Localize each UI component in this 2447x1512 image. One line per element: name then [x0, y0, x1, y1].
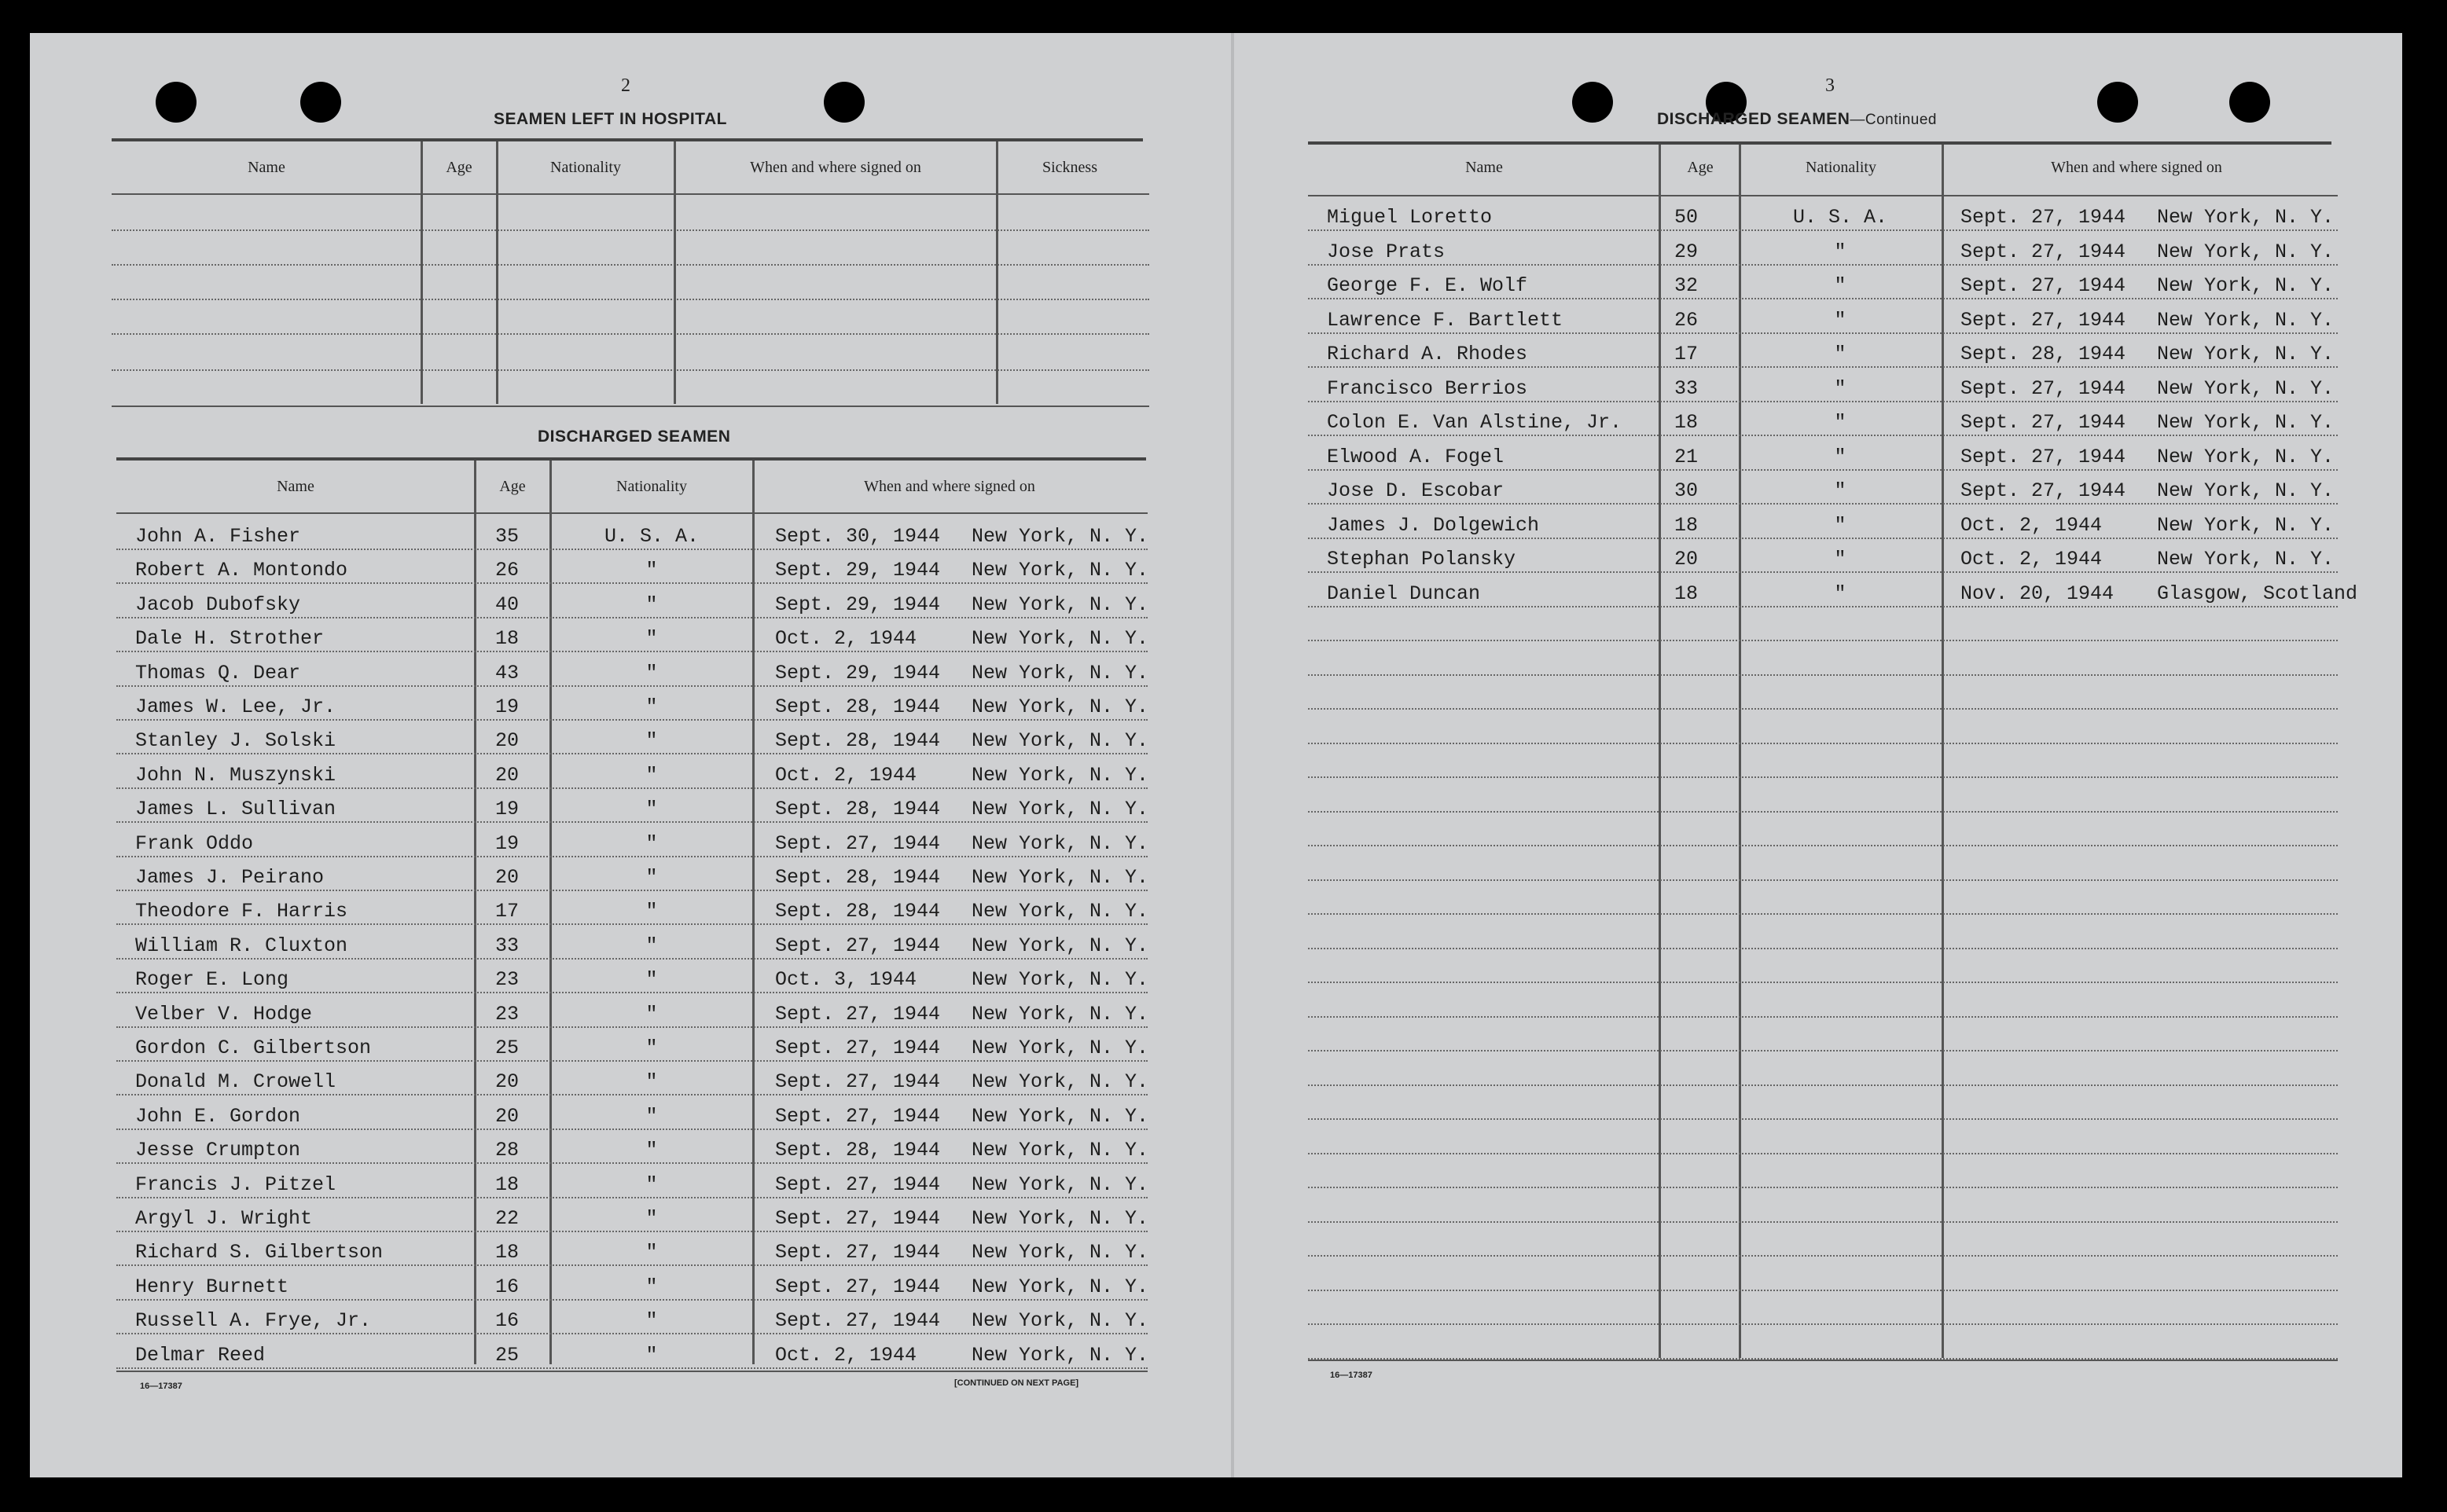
- table-rule: [116, 1371, 1148, 1372]
- discharged-top-rule: [116, 457, 1146, 461]
- seaman-nationality: ": [645, 559, 658, 582]
- table-rule: [1308, 913, 2338, 915]
- seaman-nationality: ": [1834, 343, 1846, 365]
- table-rule: [1308, 674, 2338, 676]
- table-rule: [116, 549, 1148, 550]
- punch-hole: [156, 82, 197, 123]
- seaman-name: Velber V. Hodge: [135, 1002, 313, 1026]
- table-rule: [116, 753, 1148, 754]
- hospital-col-sickness: Sickness: [1042, 159, 1097, 176]
- signed-on-date: Sept. 27, 1944: [775, 1070, 941, 1094]
- signed-on-place: New York, N. Y.: [972, 525, 1149, 548]
- signed-on-date: Sept. 27, 1944: [775, 1002, 941, 1026]
- table-rule: [112, 369, 1149, 371]
- table-rule: [1308, 640, 2338, 641]
- signed-on-date: Sept. 27, 1944: [1960, 479, 2126, 502]
- signed-on-date: Sept. 27, 1944: [1960, 376, 2126, 400]
- table-rule: [1308, 1050, 2338, 1051]
- table-rule: [116, 1060, 1148, 1062]
- seaman-name: Miguel Loretto: [1327, 206, 1493, 229]
- seaman-name: Russell A. Frye, Jr.: [135, 1309, 372, 1333]
- seaman-name: Gordon C. Gilbertson: [135, 1037, 372, 1059]
- signed-on-date: Sept. 27, 1944: [1960, 445, 2126, 468]
- seaman-nationality: ": [645, 798, 658, 821]
- seaman-name: George F. E. Wolf: [1327, 274, 1528, 297]
- signed-on-place: New York, N. Y.: [2157, 343, 2335, 365]
- table-rule: [1308, 469, 2338, 471]
- seaman-age: 35: [495, 525, 520, 548]
- seaman-name: John E. Gordon: [135, 1104, 301, 1128]
- signed-on-date: Sept. 28, 1944: [775, 798, 941, 821]
- seaman-age: 18: [1674, 582, 1699, 605]
- seaman-name: Donald M. Crowell: [135, 1070, 336, 1094]
- seaman-age: 25: [495, 1343, 520, 1367]
- table-rule: [116, 1231, 1148, 1232]
- table-rule: [1308, 776, 2338, 778]
- signed-on-place: New York, N. Y.: [972, 900, 1149, 923]
- table-rule: [1308, 845, 2338, 846]
- seaman-nationality: ": [645, 1207, 658, 1230]
- table-rule: [116, 1197, 1148, 1198]
- signed-on-date: Sept. 29, 1944: [775, 593, 941, 616]
- table-rule: [1308, 708, 2338, 710]
- seaman-name: Elwood A. Fogel: [1327, 445, 1505, 468]
- signed-on-date: Sept. 28, 1944: [775, 729, 941, 753]
- seaman-age: 17: [1674, 343, 1699, 365]
- punch-hole: [2229, 82, 2270, 123]
- discharged-continued-col-signed-on: When and where signed on: [2051, 159, 2222, 176]
- seaman-name: Stanley J. Solski: [135, 729, 336, 753]
- seaman-age: 21: [1674, 445, 1699, 468]
- seaman-age: 19: [495, 695, 520, 718]
- table-rule: [116, 787, 1148, 789]
- seaman-name: Roger E. Long: [135, 968, 289, 992]
- seaman-name: Frank Oddo: [135, 831, 254, 855]
- signed-on-date: Sept. 27, 1944: [1960, 411, 2126, 434]
- signed-on-place: New York, N. Y.: [972, 695, 1149, 718]
- discharged-continued-col-nationality: Nationality: [1806, 159, 1876, 176]
- table-column-rule: [1942, 145, 1944, 1358]
- seaman-name: James J. Dolgewich: [1327, 513, 1540, 537]
- seaman-name: Francisco Berrios: [1327, 376, 1528, 400]
- seaman-age: 26: [1674, 308, 1699, 332]
- signed-on-date: Oct. 2, 1944: [1960, 513, 2103, 537]
- seaman-age: 20: [495, 763, 520, 787]
- seaman-name: Lawrence F. Bartlett: [1327, 308, 1563, 332]
- punch-hole: [824, 82, 865, 123]
- signed-on-place: New York, N. Y.: [972, 1104, 1149, 1128]
- seaman-name: Thomas Q. Dear: [135, 661, 301, 684]
- seaman-age: 18: [1674, 411, 1699, 434]
- seaman-age: 20: [495, 866, 520, 889]
- discharged-continued-top-rule: [1308, 141, 2331, 145]
- table-rule: [112, 264, 1149, 266]
- seaman-nationality: U. S. A.: [1792, 206, 1888, 229]
- table-rule: [1308, 571, 2338, 573]
- signed-on-place: New York, N. Y.: [972, 1070, 1149, 1094]
- table-column-rule: [474, 461, 476, 1364]
- seaman-name: Jacob Dubofsky: [135, 593, 301, 616]
- seaman-name: Richard A. Rhodes: [1327, 343, 1528, 365]
- discharged-col-nationality: Nationality: [616, 478, 687, 495]
- seaman-age: 20: [495, 1070, 520, 1094]
- page-number: 2: [621, 75, 630, 96]
- seaman-nationality: ": [645, 1241, 658, 1264]
- table-rule: [1308, 1221, 2338, 1223]
- table-rule: [116, 992, 1148, 993]
- seaman-age: 19: [495, 798, 520, 821]
- signed-on-date: Sept. 27, 1944: [1960, 240, 2126, 263]
- seaman-nationality: ": [1834, 479, 1846, 502]
- seaman-nationality: ": [1834, 548, 1846, 571]
- signed-on-place: New York, N. Y.: [2157, 479, 2335, 502]
- discharged-continued-title-main: DISCHARGED SEAMEN: [1657, 110, 1850, 128]
- punch-hole: [2097, 82, 2138, 123]
- signed-on-date: Sept. 27, 1944: [775, 1207, 941, 1230]
- signed-on-place: New York, N. Y.: [2157, 274, 2335, 297]
- page-fold: [1231, 33, 1234, 1477]
- table-rule: [116, 512, 1148, 514]
- signed-on-place: New York, N. Y.: [972, 1241, 1149, 1264]
- signed-on-date: Nov. 20, 1944: [1960, 582, 2114, 605]
- seaman-age: 22: [495, 1207, 520, 1230]
- signed-on-date: Sept. 30, 1944: [775, 525, 941, 548]
- signed-on-date: Sept. 27, 1944: [1960, 274, 2126, 297]
- seaman-name: John A. Fisher: [135, 525, 301, 548]
- discharged-col-age: Age: [499, 478, 526, 495]
- seaman-age: 18: [495, 1173, 520, 1196]
- seaman-nationality: ": [645, 695, 658, 718]
- signed-on-date: Sept. 27, 1944: [775, 1037, 941, 1059]
- discharged-continued-title: [1657, 110, 1937, 129]
- signed-on-date: Sept. 27, 1944: [1960, 206, 2126, 229]
- seaman-nationality: ": [645, 1002, 658, 1026]
- table-rule: [1308, 1153, 2338, 1154]
- signed-on-place: New York, N. Y.: [2157, 445, 2335, 468]
- seaman-nationality: ": [1834, 411, 1846, 434]
- discharged-title: DISCHARGED SEAMEN: [538, 428, 731, 446]
- table-rule: [1308, 401, 2338, 402]
- table-rule: [112, 193, 1149, 195]
- signed-on-date: Oct. 3, 1944: [775, 968, 917, 992]
- seaman-nationality: ": [645, 900, 658, 923]
- seaman-age: 18: [1674, 513, 1699, 537]
- seaman-age: 32: [1674, 274, 1699, 297]
- signed-on-place: New York, N. Y.: [972, 763, 1149, 787]
- table-rule: [116, 617, 1148, 618]
- table-rule: [116, 651, 1148, 652]
- table-rule: [116, 856, 1148, 857]
- table-rule: [116, 1264, 1148, 1266]
- seaman-nationality: ": [645, 1309, 658, 1333]
- signed-on-place: New York, N. Y.: [972, 1173, 1149, 1196]
- signed-on-place: New York, N. Y.: [972, 866, 1149, 889]
- seaman-age: 18: [495, 627, 520, 651]
- seaman-nationality: ": [1834, 274, 1846, 297]
- seaman-age: 28: [495, 1139, 520, 1162]
- signed-on-date: Sept. 28, 1944: [775, 1139, 941, 1162]
- table-rule: [116, 1128, 1148, 1130]
- seaman-nationality: ": [645, 729, 658, 753]
- signed-on-place: New York, N. Y.: [2157, 513, 2335, 537]
- signed-on-place: New York, N. Y.: [972, 593, 1149, 616]
- seaman-nationality: ": [645, 1104, 658, 1128]
- seaman-name: Stephan Polansky: [1327, 548, 1516, 571]
- table-rule: [1308, 298, 2338, 299]
- seaman-age: 17: [495, 900, 520, 923]
- seaman-name: Delmar Reed: [135, 1343, 266, 1367]
- signed-on-place: New York, N. Y.: [2157, 548, 2335, 571]
- seaman-nationality: ": [1834, 445, 1846, 468]
- seaman-nationality: ": [1834, 240, 1846, 263]
- table-rule: [116, 890, 1148, 891]
- seaman-nationality: ": [645, 1139, 658, 1162]
- form-number: 16—17387: [140, 1382, 182, 1391]
- seaman-nationality: ": [645, 866, 658, 889]
- seaman-name: Jose Prats: [1327, 240, 1446, 263]
- seaman-name: William R. Cluxton: [135, 934, 348, 957]
- table-rule: [1308, 1084, 2338, 1086]
- table-rule: [1308, 1360, 2338, 1361]
- table-rule: [1308, 538, 2338, 539]
- seaman-name: Robert A. Montondo: [135, 559, 348, 582]
- signed-on-place: New York, N. Y.: [2157, 411, 2335, 434]
- signed-on-place: New York, N. Y.: [972, 627, 1149, 651]
- table-rule: [1308, 948, 2338, 949]
- discharged-col-signed-on: When and where signed on: [864, 478, 1035, 495]
- signed-on-place: New York, N. Y.: [972, 934, 1149, 957]
- hospital-title: SEAMEN LEFT IN HOSPITAL: [494, 110, 727, 128]
- signed-on-place: New York, N. Y.: [2157, 206, 2335, 229]
- table-rule: [1308, 1118, 2338, 1120]
- hospital-col-name: Name: [248, 159, 285, 176]
- seaman-age: 23: [495, 968, 520, 992]
- signed-on-date: Sept. 27, 1944: [775, 934, 941, 957]
- signed-on-date: Sept. 27, 1944: [775, 1173, 941, 1196]
- table-rule: [1308, 195, 2338, 196]
- seaman-age: 20: [495, 1104, 520, 1128]
- signed-on-date: Sept. 29, 1944: [775, 661, 941, 684]
- seaman-nationality: ": [645, 934, 658, 957]
- hospital-col-age: Age: [446, 159, 472, 176]
- table-rule: [116, 1094, 1148, 1095]
- seaman-age: 40: [495, 593, 520, 616]
- table-rule: [112, 229, 1149, 231]
- signed-on-place: New York, N. Y.: [972, 1037, 1149, 1059]
- seaman-name: Dale H. Strother: [135, 627, 325, 651]
- table-rule: [1308, 503, 2338, 505]
- signed-on-place: New York, N. Y.: [972, 968, 1149, 992]
- form-number: 16—17387: [1330, 1371, 1372, 1380]
- seaman-age: 20: [495, 729, 520, 753]
- table-column-rule: [1659, 145, 1661, 1358]
- signed-on-date: Oct. 2, 1944: [1960, 548, 2103, 571]
- signed-on-place: New York, N. Y.: [972, 1207, 1149, 1230]
- seaman-nationality: ": [645, 831, 658, 855]
- signed-on-place: New York, N. Y.: [972, 1002, 1149, 1026]
- seaman-age: 19: [495, 831, 520, 855]
- seaman-name: Argyl J. Wright: [135, 1207, 313, 1230]
- page-number: 3: [1825, 75, 1835, 96]
- table-rule: [1308, 332, 2338, 334]
- seaman-nationality: ": [1834, 582, 1846, 605]
- seaman-name: John N. Muszynski: [135, 763, 336, 787]
- hospital-top-rule: [112, 138, 1143, 141]
- signed-on-place: New York, N. Y.: [2157, 240, 2335, 263]
- seaman-nationality: ": [645, 627, 658, 651]
- table-rule: [116, 719, 1148, 721]
- seaman-nationality: ": [645, 1070, 658, 1094]
- seaman-name: Francis J. Pitzel: [135, 1173, 336, 1196]
- seaman-nationality: ": [645, 968, 658, 992]
- table-rule: [1308, 879, 2338, 881]
- seaman-age: 26: [495, 559, 520, 582]
- signed-on-date: Oct. 2, 1944: [775, 627, 917, 651]
- table-column-rule: [496, 141, 498, 404]
- signed-on-date: Oct. 2, 1944: [775, 763, 917, 787]
- table-rule: [1308, 606, 2338, 607]
- seaman-nationality: ": [645, 1343, 658, 1367]
- signed-on-place: New York, N. Y.: [972, 1309, 1149, 1333]
- signed-on-date: Sept. 28, 1944: [1960, 343, 2126, 365]
- signed-on-date: Sept. 27, 1944: [775, 1104, 941, 1128]
- signed-on-date: Sept. 28, 1944: [775, 695, 941, 718]
- seaman-name: James L. Sullivan: [135, 798, 336, 821]
- seaman-nationality: ": [1834, 513, 1846, 537]
- signed-on-place: New York, N. Y.: [972, 1275, 1149, 1298]
- table-rule: [1308, 1358, 2338, 1360]
- table-rule: [1308, 811, 2338, 813]
- signed-on-place: New York, N. Y.: [972, 559, 1149, 582]
- signed-on-place: New York, N. Y.: [2157, 308, 2335, 332]
- signed-on-place: New York, N. Y.: [972, 1343, 1149, 1367]
- discharged-col-name: Name: [277, 478, 314, 495]
- seaman-age: 23: [495, 1002, 520, 1026]
- signed-on-place: New York, N. Y.: [972, 661, 1149, 684]
- seaman-nationality: U. S. A.: [604, 525, 700, 548]
- table-rule: [1308, 435, 2338, 436]
- table-column-rule: [674, 141, 676, 404]
- punch-hole: [1572, 82, 1613, 123]
- seaman-age: 33: [1674, 376, 1699, 400]
- table-rule: [116, 1367, 1148, 1369]
- table-rule: [112, 299, 1149, 300]
- seaman-name: Henry Burnett: [135, 1275, 289, 1298]
- table-rule: [116, 1026, 1148, 1028]
- signed-on-place: New York, N. Y.: [972, 729, 1149, 753]
- discharged-continued-col-age: Age: [1687, 159, 1714, 176]
- table-rule: [116, 1162, 1148, 1164]
- signed-on-date: Sept. 27, 1944: [1960, 308, 2126, 332]
- seaman-nationality: ": [1834, 376, 1846, 400]
- signed-on-date: Sept. 29, 1944: [775, 559, 941, 582]
- signed-on-date: Sept. 28, 1944: [775, 866, 941, 889]
- table-rule: [1308, 229, 2338, 231]
- table-rule: [116, 923, 1148, 925]
- signed-on-date: Sept. 27, 1944: [775, 1241, 941, 1264]
- continued-note: [CONTINUED ON NEXT PAGE]: [954, 1378, 1079, 1388]
- signed-on-date: Sept. 28, 1944: [775, 900, 941, 923]
- table-rule: [1308, 1290, 2338, 1291]
- table-rule: [116, 582, 1148, 584]
- signed-on-place: New York, N. Y.: [972, 831, 1149, 855]
- hospital-col-nationality: Nationality: [550, 159, 621, 176]
- seaman-age: 43: [495, 661, 520, 684]
- signed-on-date: Sept. 27, 1944: [775, 1309, 941, 1333]
- signed-on-date: Sept. 27, 1944: [775, 831, 941, 855]
- table-rule: [1308, 1323, 2338, 1325]
- seaman-name: Colon E. Van Alstine, Jr.: [1327, 411, 1622, 434]
- seaman-age: 16: [495, 1309, 520, 1333]
- table-rule: [1308, 366, 2338, 368]
- signed-on-date: Sept. 27, 1944: [775, 1275, 941, 1298]
- signed-on-place: New York, N. Y.: [972, 1139, 1149, 1162]
- signed-on-date: Oct. 2, 1944: [775, 1343, 917, 1367]
- table-column-rule: [996, 141, 998, 404]
- seaman-age: 18: [495, 1241, 520, 1264]
- seaman-nationality: ": [645, 1037, 658, 1059]
- table-rule: [116, 821, 1148, 823]
- signed-on-place: Glasgow, Scotland: [2157, 582, 2358, 605]
- table-rule: [1308, 743, 2338, 744]
- table-rule: [116, 685, 1148, 687]
- table-column-rule: [421, 141, 423, 404]
- seaman-name: Richard S. Gilbertson: [135, 1241, 384, 1264]
- table-rule: [116, 1333, 1148, 1334]
- table-rule: [1308, 1255, 2338, 1257]
- table-rule: [1308, 1187, 2338, 1188]
- seaman-nationality: ": [645, 661, 658, 684]
- seaman-name: Theodore F. Harris: [135, 900, 348, 923]
- seaman-name: Jesse Crumpton: [135, 1139, 301, 1162]
- table-rule: [1308, 1016, 2338, 1018]
- table-rule: [1308, 982, 2338, 983]
- seaman-name: James W. Lee, Jr.: [135, 695, 336, 718]
- seaman-age: 33: [495, 934, 520, 957]
- seaman-nationality: ": [645, 1275, 658, 1298]
- seaman-nationality: ": [645, 763, 658, 787]
- seaman-age: 25: [495, 1037, 520, 1059]
- table-rule: [112, 406, 1149, 407]
- seaman-nationality: ": [645, 593, 658, 616]
- hospital-col-signed-on: When and where signed on: [750, 159, 921, 176]
- seaman-age: 16: [495, 1275, 520, 1298]
- table-rule: [112, 333, 1149, 335]
- punch-hole: [300, 82, 341, 123]
- seaman-age: 30: [1674, 479, 1699, 502]
- seaman-age: 50: [1674, 206, 1699, 229]
- discharged-continued-title-suffix: —Continued: [1850, 112, 1937, 128]
- signed-on-place: New York, N. Y.: [972, 798, 1149, 821]
- seaman-name: Jose D. Escobar: [1327, 479, 1505, 502]
- seaman-age: 29: [1674, 240, 1699, 263]
- seaman-nationality: ": [1834, 308, 1846, 332]
- table-rule: [116, 958, 1148, 960]
- discharged-continued-col-name: Name: [1465, 159, 1503, 176]
- table-rule: [1308, 264, 2338, 266]
- seaman-name: Daniel Duncan: [1327, 582, 1481, 605]
- signed-on-place: New York, N. Y.: [2157, 376, 2335, 400]
- seaman-age: 20: [1674, 548, 1699, 571]
- table-rule: [116, 1299, 1148, 1301]
- seaman-name: James J. Peirano: [135, 866, 325, 889]
- seaman-nationality: ": [645, 1173, 658, 1196]
